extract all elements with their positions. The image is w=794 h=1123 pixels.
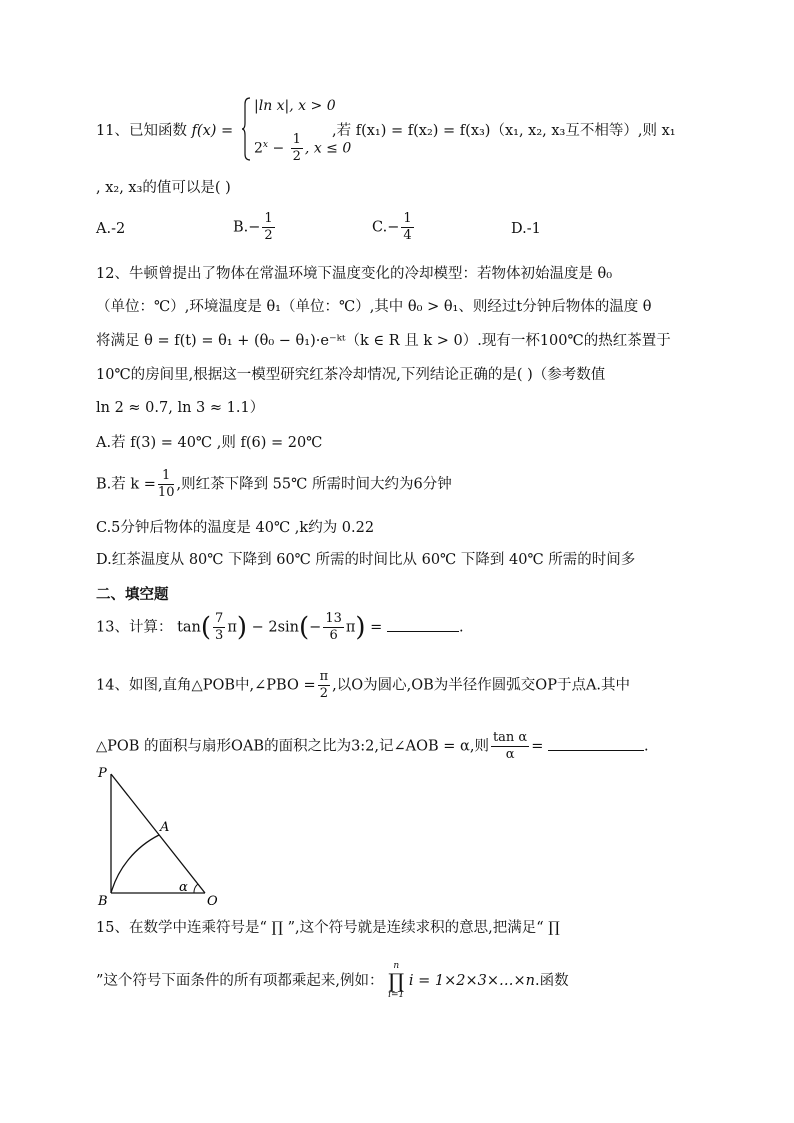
q12-line2: （单位：℃）,环境温度是 θ₁（单位：℃）,其中 θ₀ > θ₁、则经过t分钟后物体的温度 θ <box>96 299 652 315</box>
q12-line3: 将满足 θ = f(t) = θ₁ + (θ₀ − θ₁)·e⁻ᵏᵗ（k ∈ R 且 k > 0）.现有一杯100℃的热红茶置于 <box>96 333 671 349</box>
section-fill-in-title: 二、填空题 <box>96 587 169 603</box>
q14-period: . <box>643 738 649 755</box>
q15-product-symbol <box>388 962 404 1000</box>
label-p: P <box>98 766 107 781</box>
q12-option-a: A.若 f(3) = 40℃ ,则 f(6) = 20℃ <box>96 435 323 451</box>
q13-paren-close-1: ) <box>236 612 247 643</box>
q12-option-b-num: 1 <box>158 468 175 485</box>
q11-option-d: D.-1 <box>511 221 541 237</box>
q13-pi-2: π <box>345 619 356 636</box>
segment-po <box>111 774 205 893</box>
q13-den-1: 3 <box>215 628 224 643</box>
q11-fx: f(x) = <box>191 123 234 139</box>
label-a: A <box>160 820 170 835</box>
q14-answer-blank[interactable] <box>548 736 644 751</box>
q14-angle-frac <box>318 669 331 702</box>
q11-case2-cond: , x ≤ 0 <box>304 140 352 157</box>
q11-option-c-sign: − <box>387 219 400 236</box>
q15-expression: i = 1×2×3×…×n <box>408 973 536 989</box>
q12-line4: 10℃的房间里,根据这一模型研究红茶冷却情况,下列结论正确的是( )（参考数值 <box>96 367 606 383</box>
q14-angle-num: π <box>319 669 329 684</box>
q14-ratio-num: tan α <box>492 730 528 745</box>
q15-line1: 15、在数学中连乘符号是“ ∏ ”,这个符号就是连续求积的意思,把满足“ ∏ <box>96 920 560 936</box>
angle-alpha-arc <box>194 884 198 893</box>
q11-case2-den: 2 <box>292 149 301 164</box>
q13-equals: = <box>365 619 383 636</box>
q12-option-b-den: 10 <box>157 485 175 500</box>
q14-line2 <box>96 730 704 763</box>
label-o: O <box>207 894 218 909</box>
q12-option-b-frac <box>158 468 175 501</box>
q13-pi-1: π <box>227 619 237 636</box>
q11-option-c-frac <box>401 211 413 244</box>
q11-option-b-label: B. <box>233 219 249 236</box>
q11-condition: ,若 f(x₁) = f(x₂) = f(x₃)（x₁, x₂, x₃互不相等）,则 x₁ <box>332 123 676 139</box>
q12-option-b-text: ,则红茶下降到 55℃ 所需时间大约为6分钟 <box>176 476 452 493</box>
q12-line1: 12、牛顿曾提出了物体在常温环境下温度变化的冷却模型：若物体初始温度是 θ₀ <box>96 266 613 282</box>
q15-line2-text: ”这个符号下面条件的所有项都乘起来,例如： <box>96 973 384 989</box>
q11-case1: |ln x|, x > 0 <box>254 98 336 114</box>
q14-line1-rest: ,以O为圆心,OB为半径作圆弧交OP于点A.其中 <box>332 677 631 694</box>
q11-option-b-sign: − <box>248 219 261 236</box>
q11-option-b <box>233 211 277 244</box>
q13-sign-2: − <box>309 619 322 636</box>
q13-tan: tan <box>177 619 201 636</box>
q11-case2-base: 2 <box>254 140 263 157</box>
q13-answer-blank[interactable] <box>387 617 459 632</box>
q12-option-d: D.红茶温度从 80℃ 下降到 60℃ 所需的时间比从 60℃ 下降到 40℃ 所需的时间多 <box>96 552 636 568</box>
q11-option-c-label: C. <box>372 219 388 236</box>
label-b: B <box>98 894 108 909</box>
q11-case2-minus: − <box>268 140 289 157</box>
arc-ba <box>111 835 159 893</box>
label-alpha: α <box>179 880 188 895</box>
q12-option-b-label: B.若 k = <box>96 476 156 493</box>
q13-mid: − 2sin <box>247 619 300 636</box>
q13-frac-2 <box>323 611 344 644</box>
q11-option-c-den: 4 <box>403 228 412 243</box>
q13-num-1: 7 <box>215 611 224 626</box>
q13-paren-close-2: ) <box>355 612 366 643</box>
q13-den-2: 6 <box>329 628 338 643</box>
q13-paren-open-2: ( <box>299 612 310 643</box>
q13-paren-open-1: ( <box>200 612 212 643</box>
q12-option-c: C.5分钟后物体的温度是 40℃ ,k约为 0.22 <box>96 520 375 536</box>
q11-option-b-num: 1 <box>264 211 273 226</box>
q15-line2-end: .函数 <box>535 973 569 989</box>
q14-equals: = <box>531 738 544 755</box>
q15-prod-lower: i=1 <box>388 990 405 1000</box>
brace-icon <box>242 96 252 162</box>
q11-case2-frac <box>291 132 303 165</box>
q11-line2: , x₂, x₃的值可以是( ) <box>96 180 231 196</box>
q15-line2 <box>96 962 704 1000</box>
q11-option-a: A.-2 <box>96 221 126 237</box>
q13-num-2: 13 <box>325 611 342 626</box>
q15-prod-glyph: ∏ <box>388 969 405 993</box>
q15-prod-upper: n <box>393 961 400 971</box>
q11-option-b-den: 2 <box>264 228 273 243</box>
q12-option-b <box>96 468 704 501</box>
q11-case2-exp: x <box>262 139 268 150</box>
q14-ratio-frac <box>491 730 529 763</box>
q12-line5: ln 2 ≈ 0.7, ln 3 ≈ 1.1） <box>96 400 265 416</box>
q14-triangle-figure <box>90 760 230 910</box>
q13-prefix: 13、计算： <box>96 619 173 636</box>
q11-option-c-num: 1 <box>403 211 412 226</box>
q11-prefix: 11、已知函数 <box>96 123 187 139</box>
q11-option-c <box>372 211 416 244</box>
q13-period: . <box>458 619 464 636</box>
q14-line1-text: 14、如图,直角△POB中,∠PBO = <box>96 677 316 694</box>
q13-line <box>96 611 704 644</box>
q14-angle-den: 2 <box>319 686 329 701</box>
q11-option-b-frac <box>262 211 274 244</box>
q14-line2-text: △POB 的面积与扇形OAB的面积之比为3:2,记∠AOB = α,则 <box>96 738 489 755</box>
q11-case2-num: 1 <box>292 132 301 147</box>
q14-line1 <box>96 669 704 702</box>
q14-ratio-den: α <box>505 747 515 762</box>
q13-frac-1 <box>213 611 225 644</box>
